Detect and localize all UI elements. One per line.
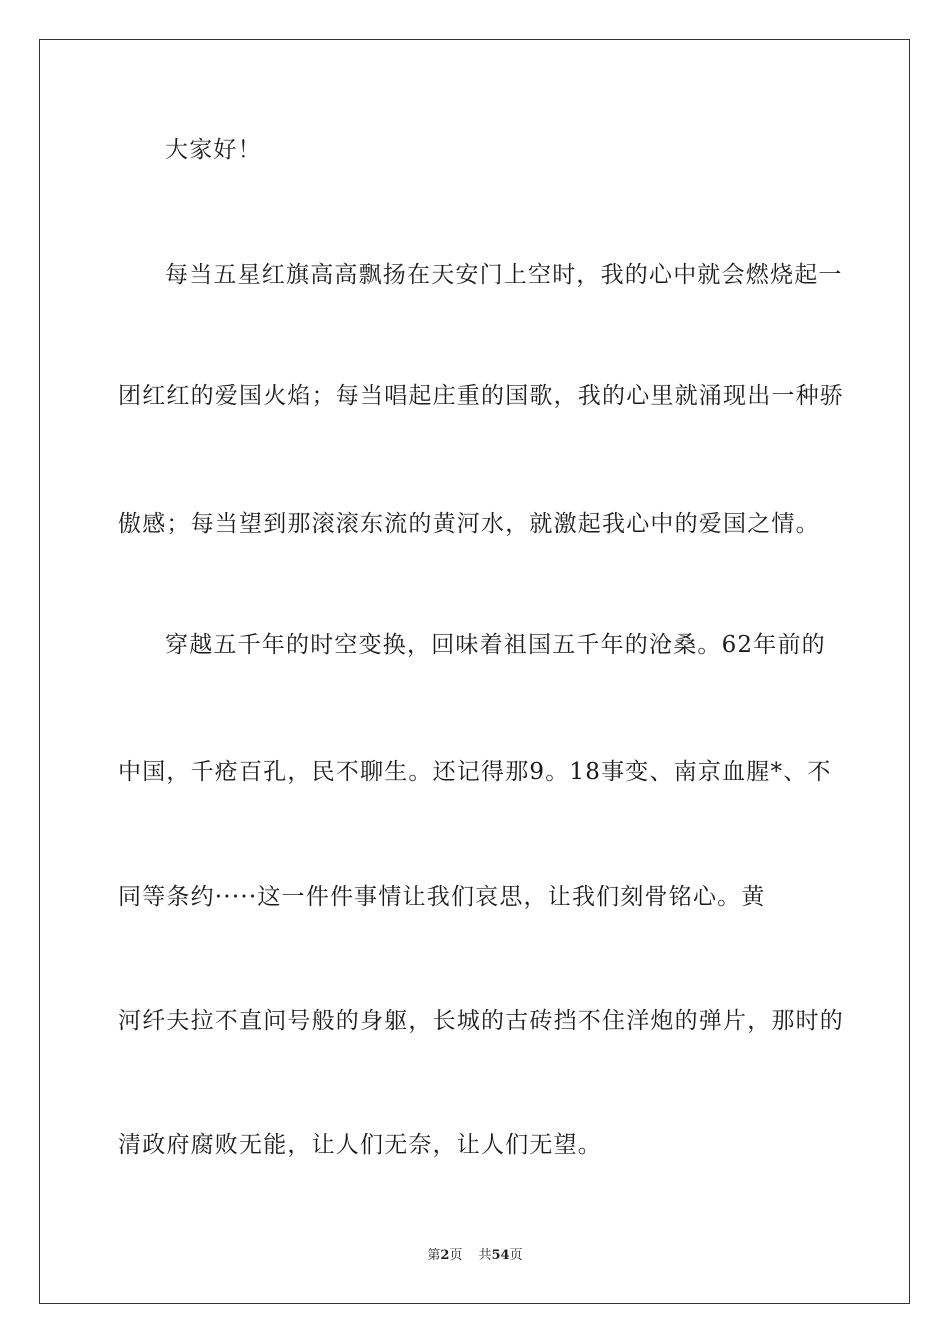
paragraph-1-line-1: 每当五星红旗高高飘扬在天安门上空时，我的心中就会燃烧起一 (165, 262, 843, 288)
total-suffix: 页 (509, 1248, 523, 1263)
total-pages: 54 (491, 1248, 510, 1263)
page-prefix: 第 (427, 1248, 441, 1263)
paragraph-2-line-5: 清政府腐败无能，让人们无奈，让人们无望。 (118, 1132, 602, 1158)
greeting-line: 大家好！ (165, 137, 262, 163)
paragraph-2-line-3: 同等条约·····这一件件事情让我们哀思，让我们刻骨铭心。黄 (118, 884, 766, 910)
page-border (39, 39, 910, 1304)
paragraph-2-line-1: 穿越五千年的时空变换，回味着祖国五千年的沧桑。62年前的 (165, 632, 826, 658)
page-footer (0, 1247, 950, 1265)
paragraph-2-line-2: 中国，千疮百孔，民不聊生。还记得那9。18事变、南京血腥*、不 (118, 759, 832, 785)
page-number: 2 (440, 1248, 450, 1263)
total-prefix: 共 (478, 1248, 492, 1263)
paragraph-2-line-4: 河纤夫拉不直问号般的身躯，长城的古砖挡不住洋炮的弹片，那时的 (118, 1008, 844, 1034)
paragraph-1-line-3: 傲感；每当望到那滚滚东流的黄河水，就激起我心中的爱国之情。 (118, 511, 820, 537)
page-suffix: 页 (449, 1248, 463, 1263)
paragraph-1-line-2: 团红红的爱国火焰；每当唱起庄重的国歌，我的心里就涌现出一种骄 (118, 383, 844, 409)
